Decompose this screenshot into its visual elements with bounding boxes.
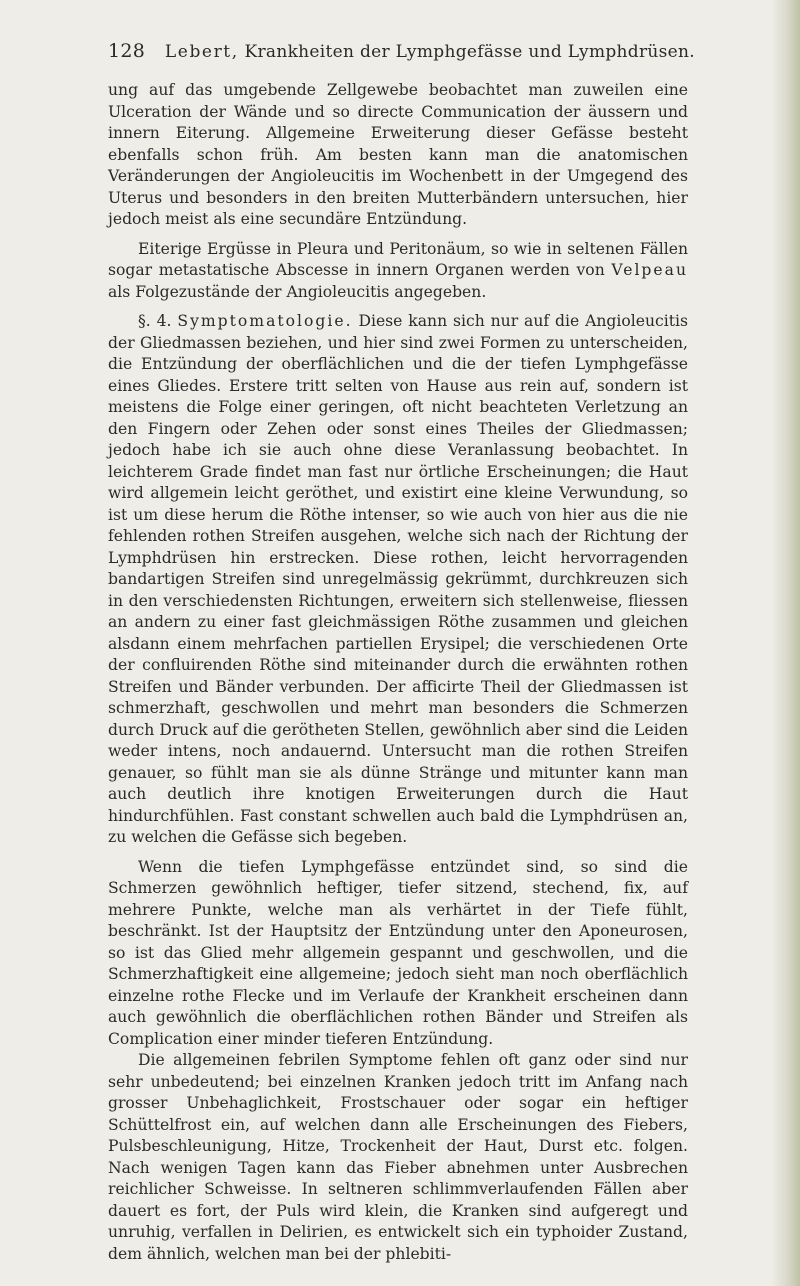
page-number: 128: [108, 40, 146, 62]
section-number: §. 4.: [138, 312, 172, 330]
running-head: [165, 42, 695, 62]
running-head-title: Krankheiten der Lymphgefässe und Lymphdrüsen.: [244, 42, 695, 62]
paragraph: [108, 311, 688, 849]
section-heading: Symptomatologie.: [177, 312, 353, 330]
page-edge-shadow: [772, 0, 800, 1286]
paragraph: [108, 239, 688, 304]
paragraph-text: Eiterige Ergüsse in Pleura und Peritonäum, so wie in seltenen Fällen sogar metastatische Abscesse in innern Organen werden von: [108, 239, 688, 279]
person-name: Velpeau: [611, 261, 688, 279]
paragraph: ung auf das umgebende Zellgewebe beobachtet man zuweilen eine Ulceration der Wände und so directe Communication der äussern und innern Eiterung. Allgemeine Erweiterung dieser Gefässe besteht ebenfalls schon früh. Am besten kann man die anatomischen Veränderungen der Angioleucitis im Wochenbett in der Umgegend des Uterus und besonders in den breiten Mutterbändern untersuchen, hier jedoch meist als eine secundäre Entzündung.: [108, 81, 688, 228]
page-header: [108, 40, 708, 66]
paragraph: Die allgemeinen febrilen Symptome fehlen oft ganz oder sind nur sehr unbedeutend; bei einzelnen Kranken jedoch tritt im Anfang nach grosser Unbehaglichkeit, Frostschauer oder sogar ein heftiger Schüttelfrost ein, auf welchen dann alle Erscheinungen des Fiebers, Pulsbeschleunigung, Hitze, Trockenheit der Haut, Durst etc. folgen. Nach wenigen Tagen kann das Fieber abnehmen unter Ausbrechen reichlicher Schweisse. In seltneren schlimmverlaufenden Fällen aber dauert es fort, der Puls wird klein, die Kranken sind aufgeregt und unruhig, verfallen in Delirien, es entwickelt sich ein typhoider Zustand, dem ähnlich, welchen man bei der phlebiti-: [108, 1051, 688, 1263]
paragraph: Wenn die tiefen Lymphgefässe entzündet sind, so sind die Schmerzen gewöhnlich heftiger, tiefer sitzend, stechend, fix, auf mehrere Punkte, welche man als verhärtet in der Tiefe fühlt, beschränkt. Ist der Hauptsitz der Entzündung unter den Aponeurosen, so ist das Glied mehr allgemein gespannt und geschwollen, und die Schmerzhaftigkeit eine allgemeine; jedoch sieht man noch oberflächlich einzelne rothe Flecke und im Verlaufe der Krankheit erscheinen dann auch gewöhnlich die oberflächlichen rothen Bänder und Streifen als Complication einer minder tieferen Entzündung.: [108, 857, 688, 1048]
running-head-author: Lebert,: [164, 42, 239, 62]
paragraph-text: als Folgezustände der Angioleucitis angegeben.: [108, 282, 487, 301]
body-text: [108, 80, 688, 1265]
paragraph-text: Diese kann sich nur auf die Angioleucitis der Gliedmassen beziehen, und hier sind zwei Formen zu unterscheiden, die Entzündung der oberflächlichen und die der tiefen Lymphgefässe eines Gliedes. Erstere tritt selten von Hause aus rein auf, sondern ist meistens die Folge einer geringen, oft nicht beachteten Verletzung an den Fingern oder Zehen oder sonst eines Theiles der Gliedmassen; jedoch habe ich sie auch ohne diese Veranlassung beobachtet. In leichterem Grade findet man fast nur örtliche Erscheinungen; die Haut wird allgemein leicht geröthet, und existirt eine kleine Verwundung, so ist um diese herum die Röthe intenser, so wie auch von hier aus die nie fehlenden rothen Streifen ausgehen, welche sich nach der Richtung der Lymphdrüsen hin erstrecken. Diese rothen, leicht hervorragenden bandartigen Streifen sind unregelmässig gekrümmt, durchkreuzen sich in den verschiedensten Richtungen, erweitern sich stellenweise, fliessen an andern zu einer fast gleichmässigen Röthe zusammen und gleichen alsdann einem mehrfachen partiellen Erysipel; die verschiedenen Orte der confluirenden Röthe sind miteinander durch die erwähnten rothen Streifen und Bänder verbunden. Der afficirte Theil der Gliedmassen ist schmerzhaft, geschwollen und mehrt man besonders die Schmerzen durch Druck auf die gerötheten Stellen, gewöhnlich aber sind die Leiden weder intens, noch andauernd. Untersucht man die rothen Streifen genauer, so fühlt man sie als dünne Stränge und mitunter kann man auch deutlich ihre knotigen Erweiterungen durch die Haut hindurchfühlen. Fast constant schwellen auch bald die Lymphdrüsen an, zu welchen die Gefässe sich begeben.: [108, 312, 688, 846]
